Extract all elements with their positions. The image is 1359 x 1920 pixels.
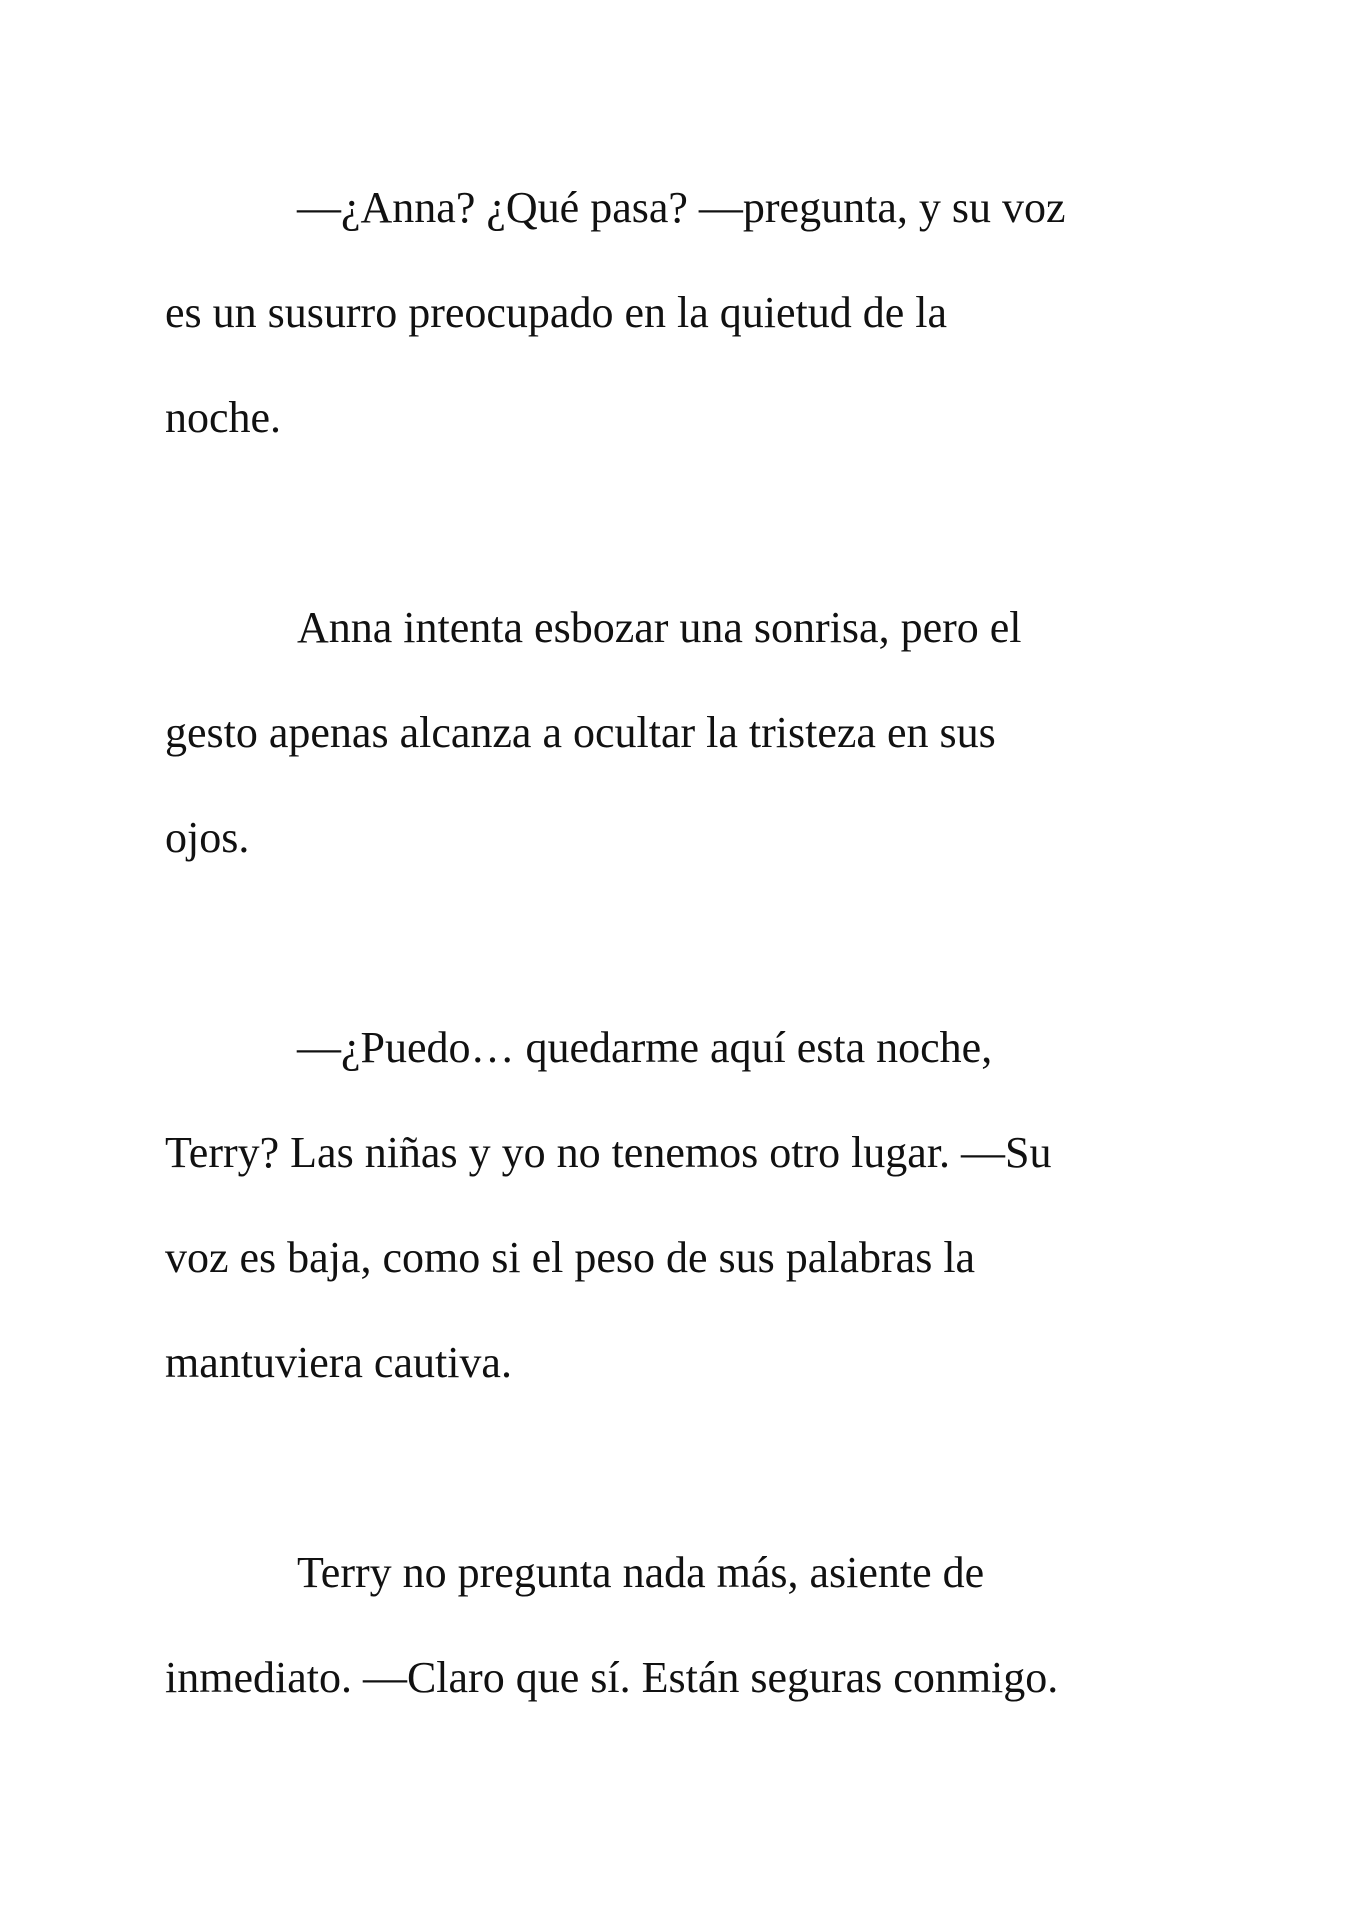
text-line: gesto apenas alcanza a ocultar la tristeza en sus — [165, 708, 996, 757]
paragraph-2 — [165, 575, 1205, 890]
paragraph-4 — [165, 1520, 1205, 1730]
body-text — [165, 155, 1205, 1835]
text-line: inmediato. —Claro que sí. Están seguras conmigo. — [165, 1653, 1059, 1702]
text-line: Terry? Las niñas y yo no tenemos otro lugar. —Su — [165, 1128, 1052, 1177]
text-line: ojos. — [165, 813, 250, 862]
paragraph-1 — [165, 155, 1205, 470]
text-line: es un susurro preocupado en la quietud de la — [165, 288, 947, 337]
text-line: noche. — [165, 393, 282, 442]
text-line: —¿Puedo… quedarme aquí esta noche, — [297, 1023, 993, 1072]
text-line: voz es baja, como si el peso de sus palabras la — [165, 1233, 976, 1282]
text-line: Anna intenta esbozar una sonrisa, pero el — [297, 603, 1022, 652]
paragraph-3 — [165, 995, 1205, 1415]
text-line: —¿Anna? ¿Qué pasa? —pregunta, y su voz — [297, 183, 1066, 232]
text-line: mantuviera cautiva. — [165, 1338, 512, 1387]
text-line: Terry no pregunta nada más, asiente de — [297, 1548, 985, 1597]
